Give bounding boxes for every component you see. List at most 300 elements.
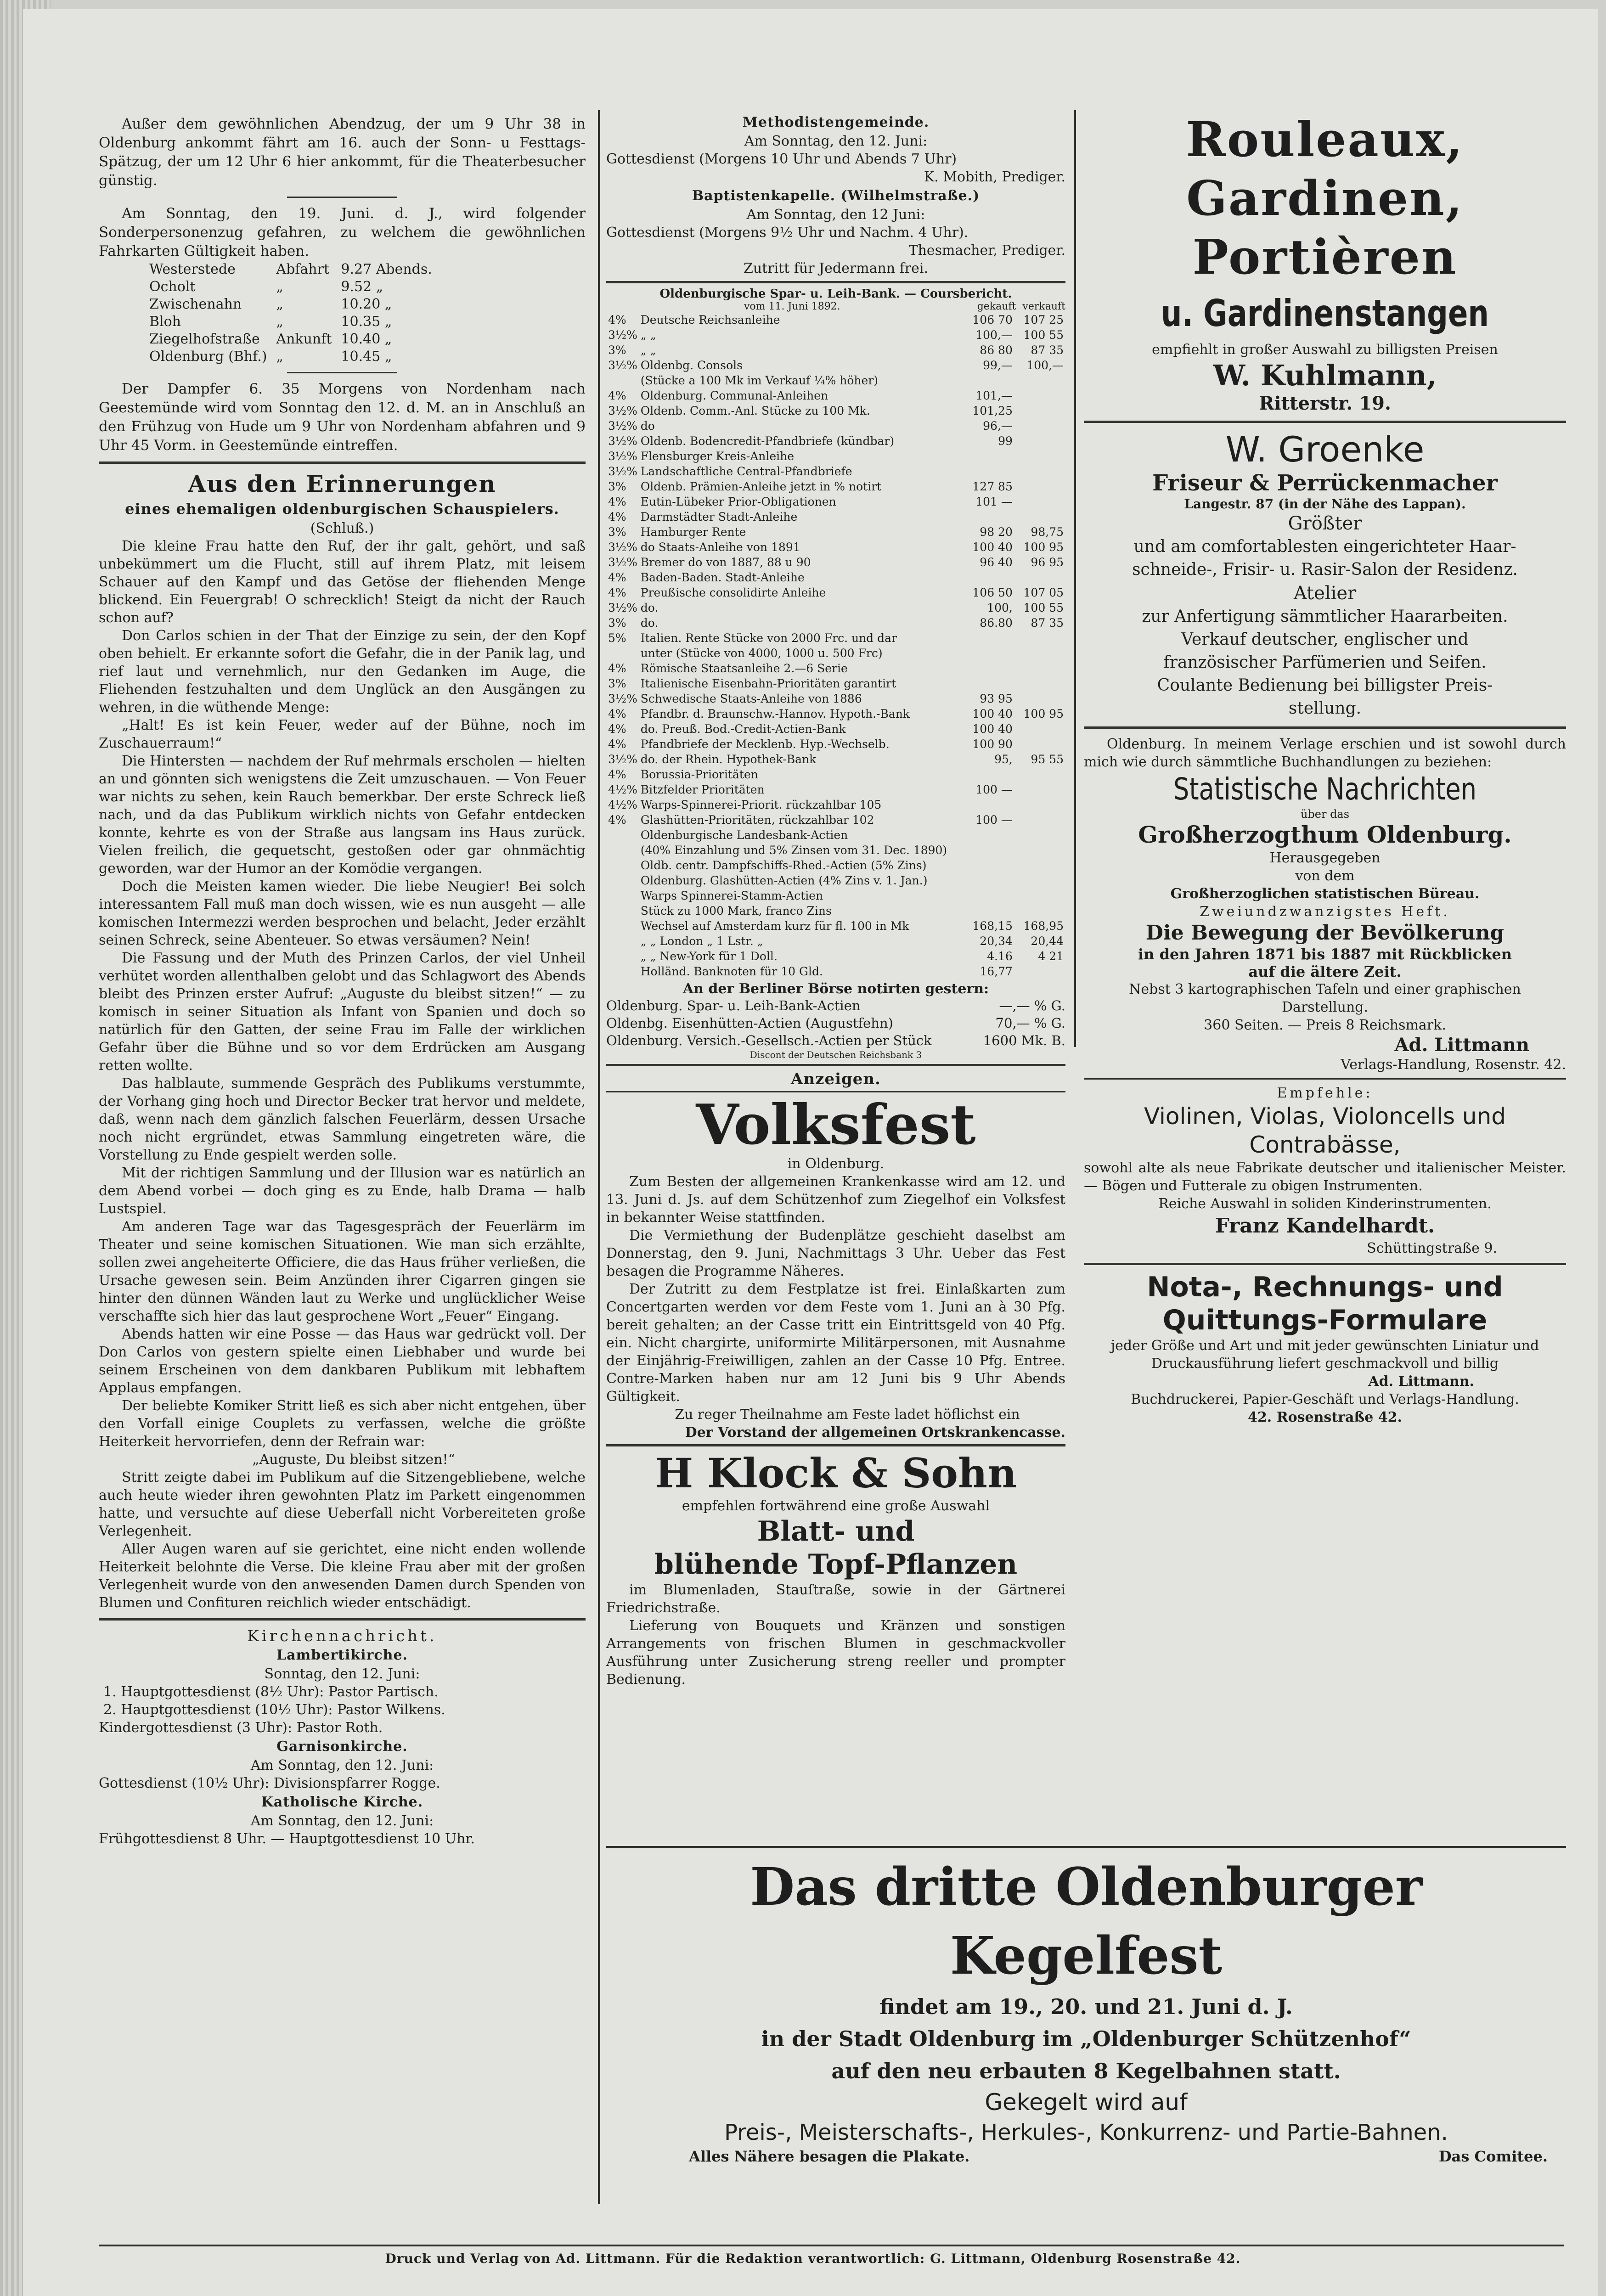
kegelfest-box [606,1846,1566,2243]
kurs-sold: 95 55 [1031,753,1064,766]
table-row [606,388,1065,403]
bapt-date: Am Sonntag, den 12 Juni: [746,207,925,223]
portieren-title: Portièren [1192,229,1458,285]
stat-von: von dem [1295,868,1355,884]
kurs-sold [1014,782,1065,797]
kurs-sold [1014,691,1065,706]
kurs-bought: 4.16 [987,950,1013,963]
table-row [606,797,1065,812]
anzeigen-title: Anzeigen. [791,1070,881,1088]
kurs-rate [606,934,639,949]
table-row [606,358,1065,373]
kuhlmann-addr: Ritterstr. 19. [1259,393,1391,414]
kurs-rate: 3½% [608,692,637,705]
stat-bew2: in den Jahren 1871 bis 1887 mit Rückblicken [1138,945,1512,963]
kurs-rate [606,903,639,918]
kurs-sold: 107 25 [1023,313,1064,326]
kurs-title: Oldenburgische Spar- u. Leih-Bank. — Coursbericht. [659,287,1012,301]
kegelfest-line2: in der Stadt Oldenburg im „Oldenburger Schützenhof“ [761,2026,1411,2051]
table-row [606,312,1065,327]
table-row [606,343,1065,358]
kurs-rate: 4% [608,389,626,402]
kurs-sold [1014,767,1065,782]
table-row [606,646,1065,661]
kurs-name: Borussia-Prioritäten [640,768,758,781]
groenke-body: und am comfortablesten eingerichteter Haar- [1133,537,1516,556]
column-2 [606,113,1065,1688]
kurs-rate: 4% [608,571,626,584]
boerse-value: 70,— % G. [995,1015,1065,1031]
lamberti-date: Sonntag, den 12. Juni: [264,1666,420,1682]
time: 10.45 „ [341,349,392,365]
klock-text: Lieferung von Bouquets und Kränzen und sonstigen Arrangements von frischen Blumen in geschmackvoller Ausführung unter Zusicherung streng reeller und prompter Bedienung. [606,1618,1065,1688]
kurs-bought [959,373,1014,388]
train-notice: Außer dem gewöhnlichen Abendzug, der um 9 Uhr 38 in Oldenburg ankommt fährt am 16. auch der Sonn- u Festtags-Spätzug, der um 12 Uhr 6 hier ankommt, für die Theaterbesucher günstig. [99,116,586,189]
kurs-sold: 87 35 [1031,343,1064,357]
stat-gh: Großherzogthum Oldenburg. [1138,821,1512,848]
table-row [606,873,1065,888]
table-row [606,449,1065,464]
story-paragraph: Die Hintersten — nachdem der Ruf mehrmals erscholen — hielten an und gönnten sich wenigstens die Zeit umzuschauen. — Von Feuer war nichts zu sehen, kein Rauch bemerkbar. Der erste Schreck ließ nach, und da das Publikum wirklich nichts von Gefahr entdecken konnte, kehrte es von der Straße aus langsam ins Haus zurück. Vielen freilich, die gequetscht, gestoßen oder gar ohnmächtig geworden, war der Humor an der Komödie vergangen. [99,753,586,877]
kurs-bought [959,509,1014,524]
groenke-body: stellung. [1288,699,1362,718]
kurs-name: do. [640,601,659,614]
kurs-name: Bitzfelder Prioritäten [640,783,765,796]
nota-addr1: Buchdruckerei, Papier-Geschäft und Verlags-Handlung. [1131,1391,1519,1407]
kegelfest-line1: findet am 19., 20. und 21. Juni d. J. [879,1994,1293,2019]
boerse-name: Oldenbg. Eisenhütten-Actien (Augustfehn) [606,1015,893,1031]
kurs-sold: 96 95 [1031,556,1064,569]
groenke-body: schneide-, Frisir- u. Rasir-Salon der Residenz. [1132,560,1518,579]
table-row [606,464,1065,479]
table-row [606,843,1065,858]
kurs-bought: 96,— [983,419,1013,433]
kurs-name: Flensburger Kreis-Anleihe [640,450,795,463]
kurs-rate: 3½% [608,540,637,554]
bapt-pastor: Thesmacher, Prediger. [908,242,1065,259]
kurs-date: vom 11. Juni 1892. [744,301,840,312]
boerse-value: 1600 Mk. B. [983,1033,1065,1048]
boerse-title: An der Berliner Börse notirten gestern: [682,981,989,997]
table-row [606,433,1065,449]
kurs-name: Oldenb. Comm.-Anl. Stücke zu 100 Mk. [640,404,870,417]
garnison-date: Am Sonntag, den 12. Juni: [250,1757,434,1773]
divider [606,281,1065,283]
story-paragraph: Die Fassung und der Muth des Prinzen Carlos, der viel Unheil verhütet worden allenthalben gelobt und das Schlagwort des Abends bleibt des Prinzen erster Aufruf: „Auguste du bleibst sitzen!“ — zu komisch in seiner Situation als Infant von Spanien und doch so natürlich für den Gatten, der seine Frau im Falle der wirklichen Gefahr über die Bühne und so vor dem Erdrücken am Ausgang retten wollte. [99,950,586,1074]
kurs-bought: 101,25 [972,404,1013,417]
stat-preis: 360 Seiten. — Preis 8 Reichsmark. [1204,1017,1446,1033]
kurs-sold [1014,388,1065,403]
kurs-name: Glashütten-Prioritäten, rückzahlbar 102 [640,813,874,827]
kurs-bought: 99 [998,434,1013,448]
stat-bew1: Die Bewegung der Bevölkerung [1145,921,1505,945]
kurs-name: „ „ London „ 1 Lstr. „ [640,934,763,948]
kurs-sold [1014,676,1065,691]
nota-title-2: Quittungs-Formulare [1162,1304,1488,1336]
littmann-addr: Verlags-Handlung, Rosenstr. 42. [1341,1057,1566,1073]
kurs-bought: 100 90 [972,737,1013,751]
kurs-rate: 3½% [608,753,637,766]
kurs-rate: 4% [608,313,626,326]
kurs-sold [1014,873,1065,888]
kurs-rate: 4% [608,707,626,720]
kurs-bought: 106 50 [972,586,1013,599]
table-row [606,1014,1065,1032]
kurs-name: Oldb. centr. Dampfschiffs-Rhed.-Actien (5% Zins) [640,859,927,872]
table-row [606,509,1065,524]
stat-nebst: Nebst 3 kartographischen Tafeln und einer graphischen Darstellung. [1129,981,1521,1015]
kurs-sold: 100 55 [1023,328,1064,342]
kurs-sold [1014,661,1065,676]
kurs-rate [606,873,639,888]
kegelfest-line6: Alles Nähere besagen die Plakate. [689,2148,970,2165]
violinen-title: Violinen, Violas, Violoncells und Contrabässe, [1144,1103,1506,1158]
kegelfest-line3: auf den neu erbauten 8 Kegelbahnen statt. [831,2059,1341,2083]
kegelfest-title: Das dritte Oldenburger Kegelfest [750,1857,1422,1986]
table-row [606,600,1065,615]
story-title: Aus den Erinnerungen [188,470,496,497]
kurs-col-verkauft: verkauft [1022,301,1065,312]
table-row [606,403,1065,418]
kurs-rate: 3½% [608,601,637,614]
table-row [606,752,1065,767]
kurs-bought [959,464,1014,479]
stat-title: Statistische Nachrichten [1173,771,1477,807]
footer-rule [99,2245,1564,2246]
kurs-sold [1014,812,1065,827]
lamberti-item: 2. Hauptgottesdienst (10½ Uhr): Pastor Wilkens. [103,1702,445,1718]
kurs-name: Wechsel auf Amsterdam kurz für fl. 100 in Mk [640,919,909,933]
bapt-item: Gottesdienst (Morgens 9½ Uhr und Nachm. 4 Uhr). [606,225,969,241]
kurs-rate [606,646,639,661]
story-paragraph: „Halt! Es ist kein Feuer, weder auf der Bühne, noch im Zuschauerraum!“ [99,717,586,751]
column-rule-left [598,110,600,2204]
kurs-name: Deutsche Reichsanleihe [640,313,780,326]
groenke-body: zur Anfertigung sämmtlicher Haararbeiten. [1142,607,1508,626]
kurs-rate [606,843,639,858]
stat-bew3: auf die ältere Zeit. [1248,963,1402,980]
gardinen-title: Gardinen, [1186,170,1464,226]
table-row [606,782,1065,797]
kurs-bought: 101,— [975,389,1013,402]
stat-heft: Zweiundzwanzigstes Heft. [1200,904,1450,920]
station: Westerstede [149,261,236,277]
kurs-table [606,312,1065,979]
kurs-sold [1014,494,1065,509]
boerse-discount: Discont der Deutschen Reichsbank 3 [749,1049,922,1060]
kind: „ [276,349,283,365]
time: 10.35 „ [341,314,392,330]
kurs-name: do Staats-Anleihe von 1891 [640,540,800,554]
kath-item: Frühgottesdienst 8 Uhr. — Hauptgottesdienst 10 Uhr. [99,1831,475,1847]
kurs-rate: 4% [608,722,626,736]
nota-title: Nota-, Rechnungs- und [1147,1271,1503,1303]
table-row [606,585,1065,600]
table-row [606,676,1065,691]
kandelhardt-name: Franz Kandelhardt. [1215,1214,1435,1238]
kurs-name: Oldenbg. Consols [640,359,743,372]
groenke-name: W. Groenke [1225,429,1425,470]
boerse-name: Oldenburg. Versich.-Gesellsch.-Actien per Stück [606,1033,932,1048]
table-row [606,767,1065,782]
table-row [145,313,437,331]
kurs-name: Oldenburg. Glashütten-Actien (4% Zins v. 1. Jan.) [640,874,928,887]
kurs-rate [606,949,639,964]
kurs-name: Landschaftliche Central-Pfandbriefe [640,465,852,478]
table-row [606,858,1065,873]
story-paragraph: Aller Augen waren auf sie gerichtet, eine nicht enden wollende Heiterkeit belohnte die Verse. Die kleine Frau aber mit der großen Verlegenheit wurde von den anwesenden Damen durch Spenden von Blumen und Confituren reichlich wieder entschädigt. [99,1541,586,1611]
column-3 [1084,110,1566,1425]
volksfest-text: Die Vermiethung der Budenplätze geschieht daselbst am Donnerstag, den 9. Juni, Nachmittags 3 Uhr. Ueber das Fest besagen die Programme Näheres. [606,1227,1065,1279]
stangen-title: u. Gardinenstangen [1161,292,1489,335]
kurs-bought: 100 40 [972,707,1013,720]
table-row [606,327,1065,343]
kurs-bought [959,843,1014,858]
kurs-name: Schwedische Staats-Anleihe von 1886 [640,692,862,705]
kath-title: Katholische Kirche. [261,1794,423,1810]
table-row [145,278,437,296]
kurs-name: Warps-Spinnerei-Priorit. rückzahlbar 105 [640,798,882,811]
table-row [606,934,1065,949]
kind: Ankunft [276,331,332,347]
table-row [606,540,1065,555]
bapt-title: Baptistenkapelle. (Wilhelmstraße.) [692,188,980,204]
rouleaux-title: Rouleaux, [1186,111,1464,168]
kurs-rate [606,827,639,843]
kurs-sold [1014,570,1065,585]
volksfest-sign: Der Vorstand der allgemeinen Ortskrankencasse. [685,1424,1065,1441]
table-row [606,949,1065,964]
kegelfest-sign: Das Comitee. [1438,2148,1548,2165]
littmann-name: Ad. Littmann [1394,1034,1529,1056]
volksfest-text: Zum Besten der allgemeinen Krankenkasse wird am 12. und 13. Juni d. Js. auf dem Schützenhof zum Ziegelhof ein Volksfest in bekannter Weise stattfinden. [606,1174,1065,1226]
kurs-sold [1014,630,1065,646]
table-row [145,331,437,348]
kurs-sold: 98,75 [1031,525,1064,539]
kurs-name: „ „ [640,343,656,357]
table-row [145,348,437,366]
kurs-sold: 107 05 [1023,586,1064,599]
kurs-rate: 3½% [608,359,637,372]
volksfest-text: Zu reger Theilnahme am Feste ladet höflichst ein [675,1407,1020,1423]
kurs-sold [1014,827,1065,843]
kurs-bought: 95, [994,753,1013,766]
nota-text: jeder Größe und Art und mit jeder gewünschten Liniatur und Druckausführung liefert geschmackvoll und billig [1110,1338,1539,1372]
divider [287,197,397,198]
kurs-sold [1014,509,1065,524]
metho-date: Am Sonntag, den 12. Juni: [744,133,928,149]
story-paragraph: Das halblaute, summende Gespräch des Publikums verstummte, der Vorhang ging hoch und Director Becker trat hervor und meldete, daß, wenn nach dem gänzlich falschen Feuerlärm, dessen Ursache noch nicht ergründet, etwas Sammlung eingetreten wäre, die Vorstellung zu Ende gespielt werden solle. [99,1075,586,1163]
kurs-name: Bremer do von 1887, 88 u 90 [640,556,811,569]
kurs-bought [959,767,1014,782]
empfehle: Empfehle: [1277,1085,1373,1101]
table-row [606,630,1065,646]
kurs-rate: 3½% [608,450,637,463]
station: Ocholt [149,279,196,295]
kurs-bought [959,827,1014,843]
nota-name: Ad. Littmann. [1368,1373,1474,1390]
time: 10.20 „ [341,296,392,312]
kurs-rate: 4% [608,768,626,781]
kegelfest-line5: Preis-, Meisterschafts-, Herkules-, Konkurrenz- und Partie-Bahnen. [724,2120,1448,2145]
kurs-rate: 3% [608,616,626,630]
groenke-body: Größter [1288,513,1362,534]
kurs-sold [1014,964,1065,979]
divider [99,461,586,464]
kurs-bought: 100 40 [972,540,1013,554]
kurs-bought [959,858,1014,873]
kurs-rate: 4% [608,495,626,508]
story-paragraph: Abends hatten wir eine Posse — das Haus war gedrückt voll. Der Don Carlos von gestern spielte einen Liebhaber und wurde bei seinem Erscheinen von dem dankbaren Publikum mit lebhaftem Applaus empfangen. [99,1326,586,1396]
kurs-name: Römische Staatsanleihe 2.—6 Serie [640,662,848,675]
kurs-bought: 101 — [975,495,1013,508]
kurs-sold: 4 21 [1038,950,1064,963]
kurs-rate: 4% [608,662,626,675]
kurs-name: Oldenb. Bodencredit-Pfandbriefe (kündbar) [640,434,895,448]
kurs-bought [959,661,1014,676]
table-row [606,812,1065,827]
kurs-bought: 86 80 [980,343,1013,357]
table-row [606,615,1065,630]
table-row [606,997,1065,1014]
klock-title: H Klock & Sohn [655,1449,1017,1497]
metho-item: Gottesdienst (Morgens 10 Uhr und Abends 7 Uhr) [606,151,957,167]
kurs-rate: 3½% [608,328,637,342]
kurs-bought [959,570,1014,585]
violinen-text2: Reiche Auswahl in soliden Kinderinstrumenten. [1158,1196,1492,1212]
kuhlmann-name: W. Kuhlmann, [1213,359,1437,392]
kurs-name: do. der Rhein. Hypothek-Bank [640,753,817,766]
volksfest-title: Volksfest [696,1092,976,1157]
kurs-bought: 99,— [983,359,1013,372]
table-row [606,555,1065,570]
kurs-sold: 168,95 [1023,919,1064,933]
story-paragraph: Don Carlos schien in der That der Einzige zu sein, der den Kopf oben behielt. Er erkannte sofort die Gefahr, die in der Panik lag, und rief laut und vernehmlich, nur den Gedanken im Auge, die Fliehenden festzuhalten und dem Unglück an den Ausgängen zu wehren, in die wüthende Menge: [99,628,586,715]
table-row [145,261,437,278]
kurs-bought: 106 70 [972,313,1013,326]
time: 9.52 „ [341,279,383,295]
kurs-sold: 100 95 [1023,540,1064,554]
kurs-sold: 100,— [1026,359,1064,372]
kurs-bought [959,873,1014,888]
divider [1084,726,1566,729]
table-row [606,373,1065,388]
kath-date: Am Sonntag, den 12. Juni: [250,1813,434,1829]
kurs-name: Stück zu 1000 Mark, franco Zins [640,904,832,917]
groenke-addr: Langestr. 87 (in der Nähe des Lappan). [1184,496,1466,512]
divider [287,372,397,373]
kurs-name: Darmstädter Stadt-Anleihe [640,510,798,523]
table-row [606,903,1065,918]
table-row [606,661,1065,676]
kurs-sold [1014,479,1065,494]
kurs-rate: 3½% [608,404,637,417]
station: Bloh [149,314,181,330]
kurs-rate [606,373,639,388]
table-row [145,296,437,313]
kurs-sold [1014,843,1065,858]
kandelhardt-addr: Schüttingstraße 9. [1367,1240,1497,1256]
kurs-name: Hamburger Rente [640,525,746,539]
kurs-name: Baden-Baden. Stadt-Anleihe [640,571,805,584]
kurs-sold [1014,888,1065,903]
metho-pastor: K. Mobith, Prediger. [924,169,1065,185]
kurs-name: Holländ. Banknoten für 10 Gld. [640,965,823,978]
klock-sub: empfehlen fortwährend eine große Auswahl [682,1498,990,1514]
kurs-sold [1014,418,1065,433]
kurs-name: Pfandbriefe der Mecklenb. Hyp.-Wechselb. [640,737,890,751]
table-row [606,888,1065,903]
groenke-body: Verkauf deutscher, englischer und [1181,630,1469,649]
column-rule-right [1074,110,1076,1047]
timetable [145,261,437,366]
kurs-sold [1014,737,1065,752]
boerse-value: —,— % G. [999,998,1065,1013]
stat-intro: Oldenburg. In meinem Verlage erschien und ist sowohl durch mich wie durch sämmtliche Buchhandlungen zu beziehen: [1084,736,1566,770]
groenke-sub: Friseur & Perrückenmacher [1152,470,1498,496]
violinen-text: sowohl alte als neue Fabrikate deutscher und italienischer Meister. — Bögen und Futterale zu obigen Instrumenten. [1084,1160,1566,1194]
kurs-name: unter (Stücke von 4000, 1000 u. 500 Frc) [640,647,883,660]
volksfest-sub: in Oldenburg. [787,1156,885,1172]
time: 9.27 Abends. [341,261,432,277]
kurs-rate: 4% [608,510,626,523]
stat-hg: Herausgegeben [1269,850,1381,866]
garnison-item: Gottesdienst (10½ Uhr): Divisionspfarrer Rogge. [99,1775,440,1791]
story-paragraph: Mit der richtigen Sammlung und der Illusion war es natürlich an dem Abend vorbei — doch ging es zu Ende, halb Drama — halb Lustspiel. [99,1165,586,1217]
story-paragraph: Doch die Meisten kamen wieder. Die liebe Neugier! Bei solch interessantem Fall muß man doch wissen, wie es nun ausgeht — alle komischen Intermezzi werden besprochen und belacht, Jeder erzählt seinen Schreck, seine Abenteuer. So etwas versäumen? Nein! [99,878,586,948]
divider [1084,421,1566,423]
kurs-bought [959,903,1014,918]
story-paragraph: Die kleine Frau hatte den Ruf, der ihr galt, gehört, und saß unbekümmert um die Flucht, still auf ihrem Platz, mit leisem Schauer auf den Kampf und das Getöse der fliehenden Menge blickend. Ein Feuergrab! O schrecklich! Steigt da nicht der Rauch schon auf? [99,538,586,626]
kurs-bought [959,646,1014,661]
kurs-rate: 3½% [608,556,637,569]
klock-text: im Blumenladen, Stauſtraße, sowie in der Gärtnerei Friedrichstraße. [606,1582,1065,1616]
kurs-rate: 3% [608,677,626,690]
story-note: (Schluß.) [310,520,374,536]
table-row [606,918,1065,934]
kuhlmann-sub: empfiehlt in großer Auswahl zu billigsten Preisen [1152,342,1498,358]
kurs-bought: 100 — [975,783,1013,796]
kurs-rate: 3% [608,480,626,493]
kurs-rate [606,888,639,903]
kurs-bought [959,449,1014,464]
kurs-sold [1014,721,1065,737]
kurs-name: (Stücke a 100 Mk im Verkauf ¼% höher) [640,374,879,387]
kurs-sold [1014,464,1065,479]
volksfest-text: Der Zutritt zu dem Festplatze ist frei. Einlaßkarten zum Concertgarten werden vor dem Feste vom 1. Juni an à 30 Pfg. bereit gehalten; an der Casse tritt ein Eintrittsgeld von 40 Pfg. ein. Nicht chargirte, uniformirte Militärpersonen, mit Ausnahme der Einjährig-Freiwilligen, zahlen an der Casse 10 Pfg. Entree. Contre-Marken haben nur am 12 Juni bis 9 Uhr Abends Gültigkeit. [606,1281,1065,1405]
kurs-bought: 16,77 [980,965,1013,978]
kurs-name: „ „ [640,328,656,342]
kurs-rate: 4% [608,737,626,751]
kurs-name: (40% Einzahlung und 5% Zinsen vom 31. Dec. 1890) [640,844,947,857]
kurs-sold [1014,858,1065,873]
station: Oldenburg (Bhf.) [149,349,267,365]
kurs-bought: 100, [987,601,1013,614]
lamberti-item: Kindergottesdienst (3 Uhr): Pastor Roth. [99,1720,383,1736]
kurs-sold: 100 95 [1023,707,1064,720]
kurs-rate [606,858,639,873]
kurs-name: do. [640,616,659,630]
groenke-body: französischer Parfümerien und Seifen. [1163,653,1487,672]
nota-addr2: 42. Rosenstraße 42. [1248,1409,1402,1425]
kurs-name: Warps Spinnerei-Stamm-Actien [640,889,823,902]
kurs-name: Oldenb. Prämien-Anleihe jetzt in % notirt [640,480,882,493]
groenke-body: Atelier [1293,583,1357,604]
kurs-name: Italien. Rente Stücke von 2000 Frc. und dar [640,631,897,645]
table-row [606,737,1065,752]
story-paragraph: Am anderen Tage war das Tagesgespräch der Feuerlärm im Theater und seine komischen Situationen. Wie man sich erzählte, sollen zwei angeheiterte Officiere, die das Haus früher verließen, die Ursache gewesen sein. Beim Anzünden ihrer Cigarren gingen sie hinter den dünnen Wänden laut zu Werke und unglücklicher Weise verschaffte sich hier das laut gesprochene Wort „Feuer“ Eingang. [99,1219,586,1324]
kurs-bought [959,797,1014,812]
